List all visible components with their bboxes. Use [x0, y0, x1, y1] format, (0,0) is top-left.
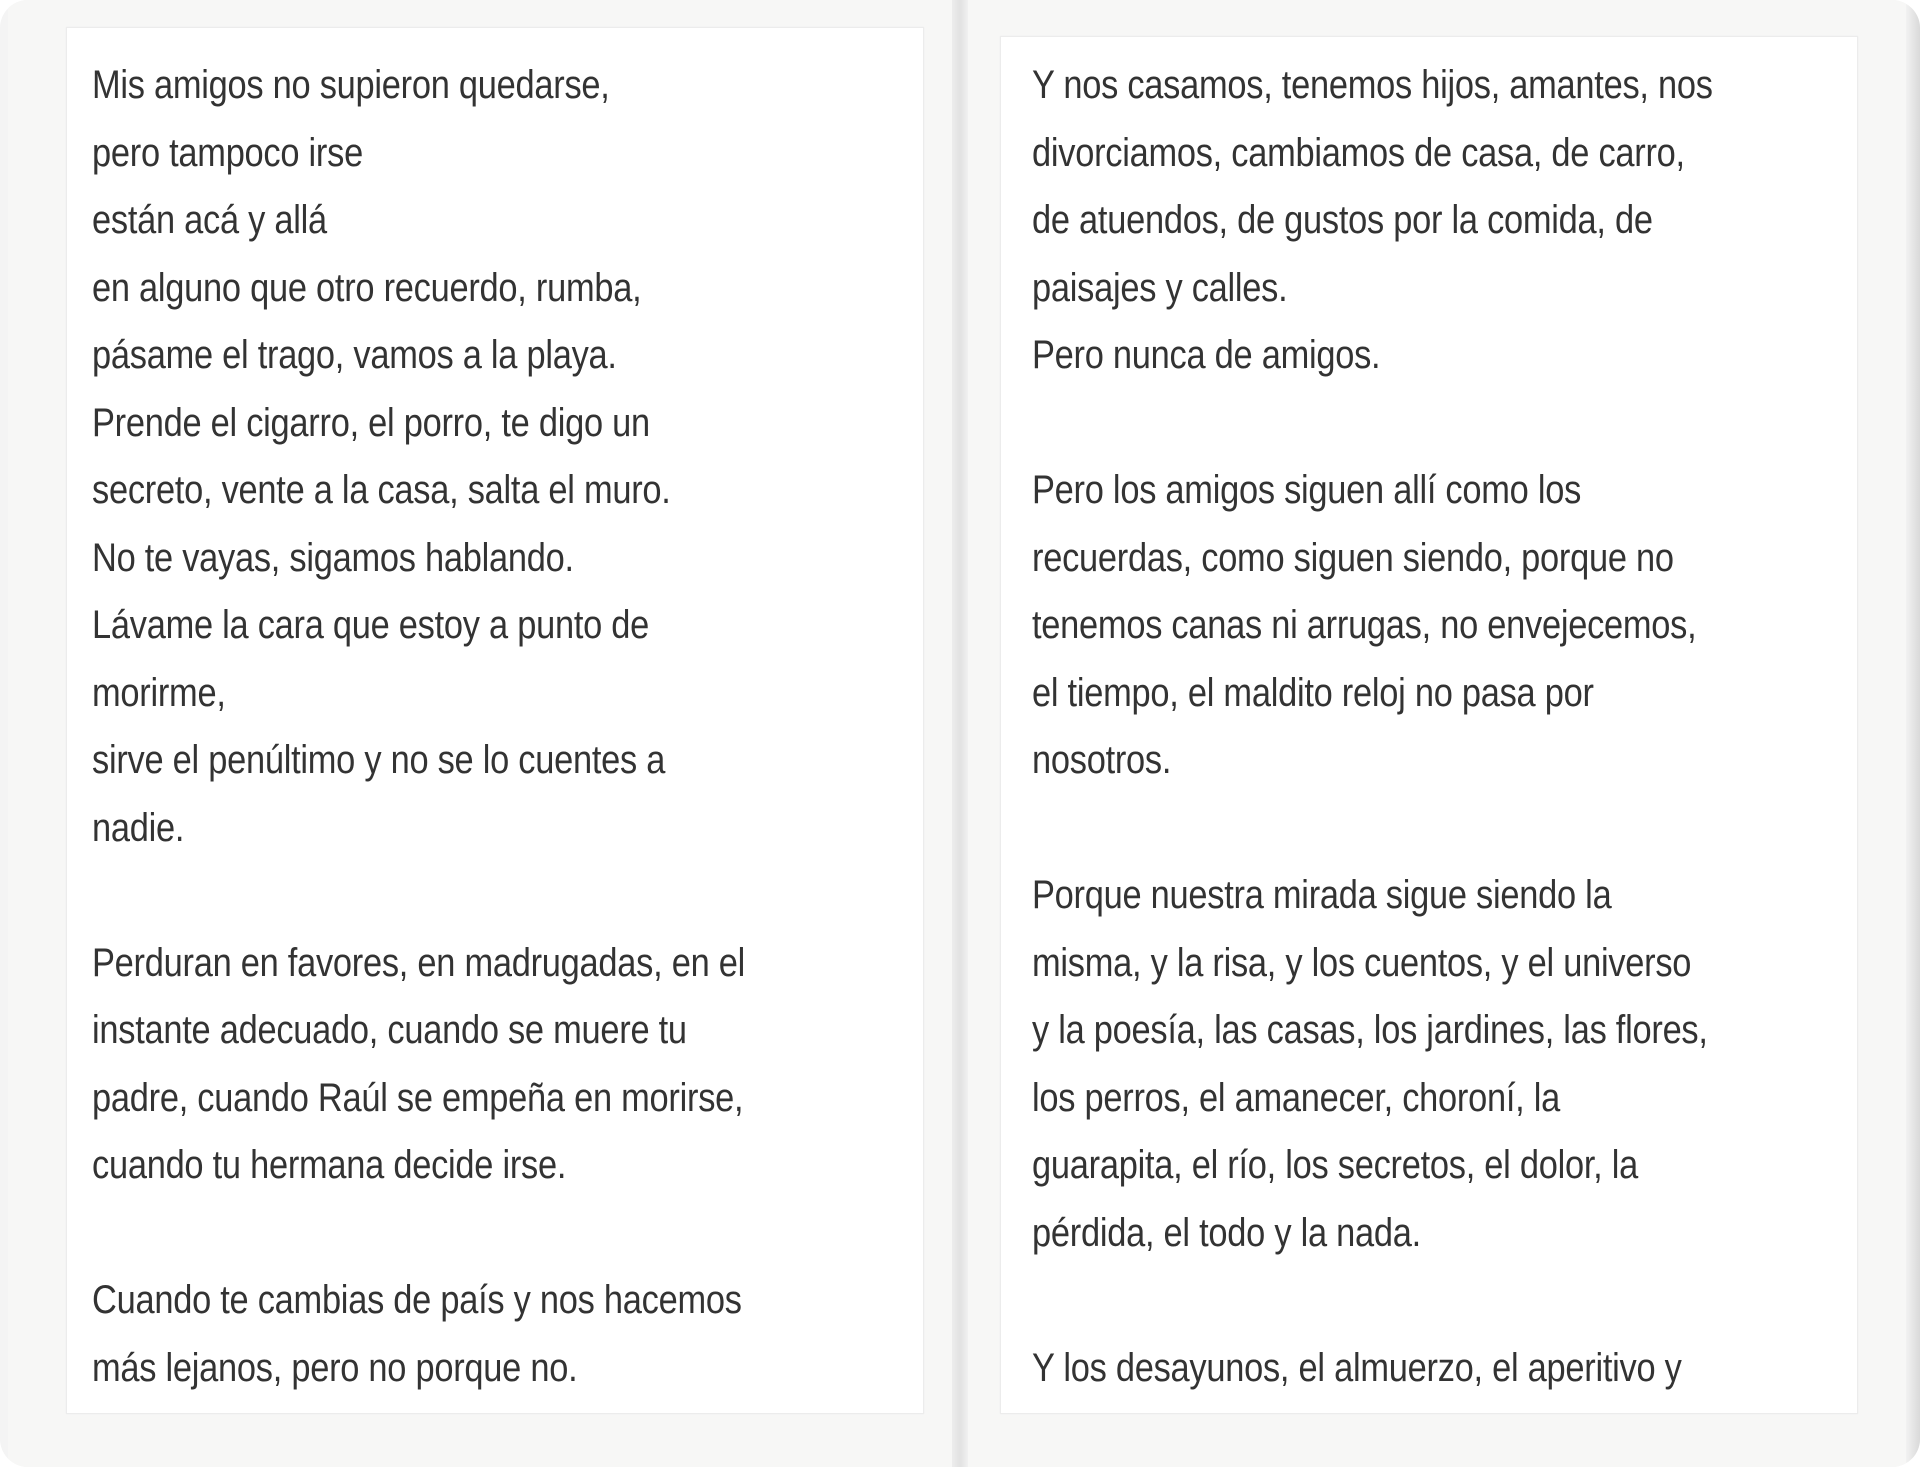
- text-line: y la poesía, las casas, los jardines, las flores,: [1032, 1008, 1708, 1052]
- text-line: más lejanos, pero no porque no.: [92, 1345, 578, 1390]
- text-line: recuerdas, como siguen siendo, porque no: [1032, 535, 1674, 580]
- text-line: Pero nunca de amigos.: [1032, 333, 1381, 377]
- stanza-break: [1032, 390, 1832, 458]
- text-line: de atuendos, de gustos por la comida, de: [1032, 198, 1653, 242]
- text-line: nadie.: [92, 805, 185, 850]
- text-line: paisajes y calles.: [1032, 265, 1288, 310]
- text-line: Y nos casamos, tenemos hijos, amantes, nos: [1032, 63, 1713, 107]
- text-line: Cuando te cambias de país y nos hacemos: [92, 1278, 742, 1322]
- right-page-text: [1032, 52, 1832, 1402]
- text-line: pásame el trago, vamos a la playa.: [92, 333, 617, 377]
- text-line: pero tampoco irse: [92, 130, 363, 175]
- text-line: Porque nuestra mirada sigue siendo la: [1032, 873, 1612, 917]
- stanza-break: [1032, 795, 1832, 863]
- text-line: morirme,: [92, 670, 226, 715]
- stanza-break: [1032, 1267, 1832, 1335]
- text-line: Pero los amigos siguen allí como los: [1032, 468, 1582, 512]
- text-line: Lávame la cara que estoy a punto de: [92, 603, 650, 647]
- book-gutter: [952, 0, 968, 1467]
- text-line: sirve el penúltimo y no se lo cuentes a: [92, 738, 666, 782]
- stanza-break: [92, 1200, 900, 1268]
- page-edge: [1906, 0, 1920, 1467]
- stanza-break: [92, 862, 900, 930]
- text-line: en alguno que otro recuerdo, rumba,: [92, 265, 642, 310]
- text-line: misma, y la risa, y los cuentos, y el universo: [1032, 940, 1692, 985]
- text-line: tenemos canas ni arrugas, no envejecemos,: [1032, 603, 1697, 647]
- text-line: Y los desayunos, el almuerzo, el aperitivo y: [1032, 1345, 1682, 1390]
- text-line: nosotros.: [1032, 738, 1172, 782]
- text-line: divorciamos, cambiamos de casa, de carro,: [1032, 130, 1685, 175]
- text-line: el tiempo, el maldito reloj no pasa por: [1032, 670, 1594, 715]
- text-line: No te vayas, sigamos hablando.: [92, 535, 574, 580]
- text-line: secreto, vente a la casa, salta el muro.: [92, 468, 671, 512]
- text-line: instante adecuado, cuando se muere tu: [92, 1008, 687, 1052]
- text-line: Prende el cigarro, el porro, te digo un: [92, 400, 650, 445]
- text-line: cuando tu hermana decide irse.: [92, 1143, 567, 1187]
- text-line: padre, cuando Raúl se empeña en morirse,: [92, 1075, 744, 1120]
- text-line: pérdida, el todo y la nada.: [1032, 1210, 1421, 1255]
- left-page-text: [92, 52, 900, 1402]
- text-line: los perros, el amanecer, choroní, la: [1032, 1075, 1561, 1120]
- text-line: Mis amigos no supieron quedarse,: [92, 63, 610, 107]
- text-line: Perduran en favores, en madrugadas, en el: [92, 940, 746, 985]
- text-line: están acá y allá: [92, 198, 327, 242]
- text-line: guarapita, el río, los secretos, el dolor, la: [1032, 1143, 1639, 1187]
